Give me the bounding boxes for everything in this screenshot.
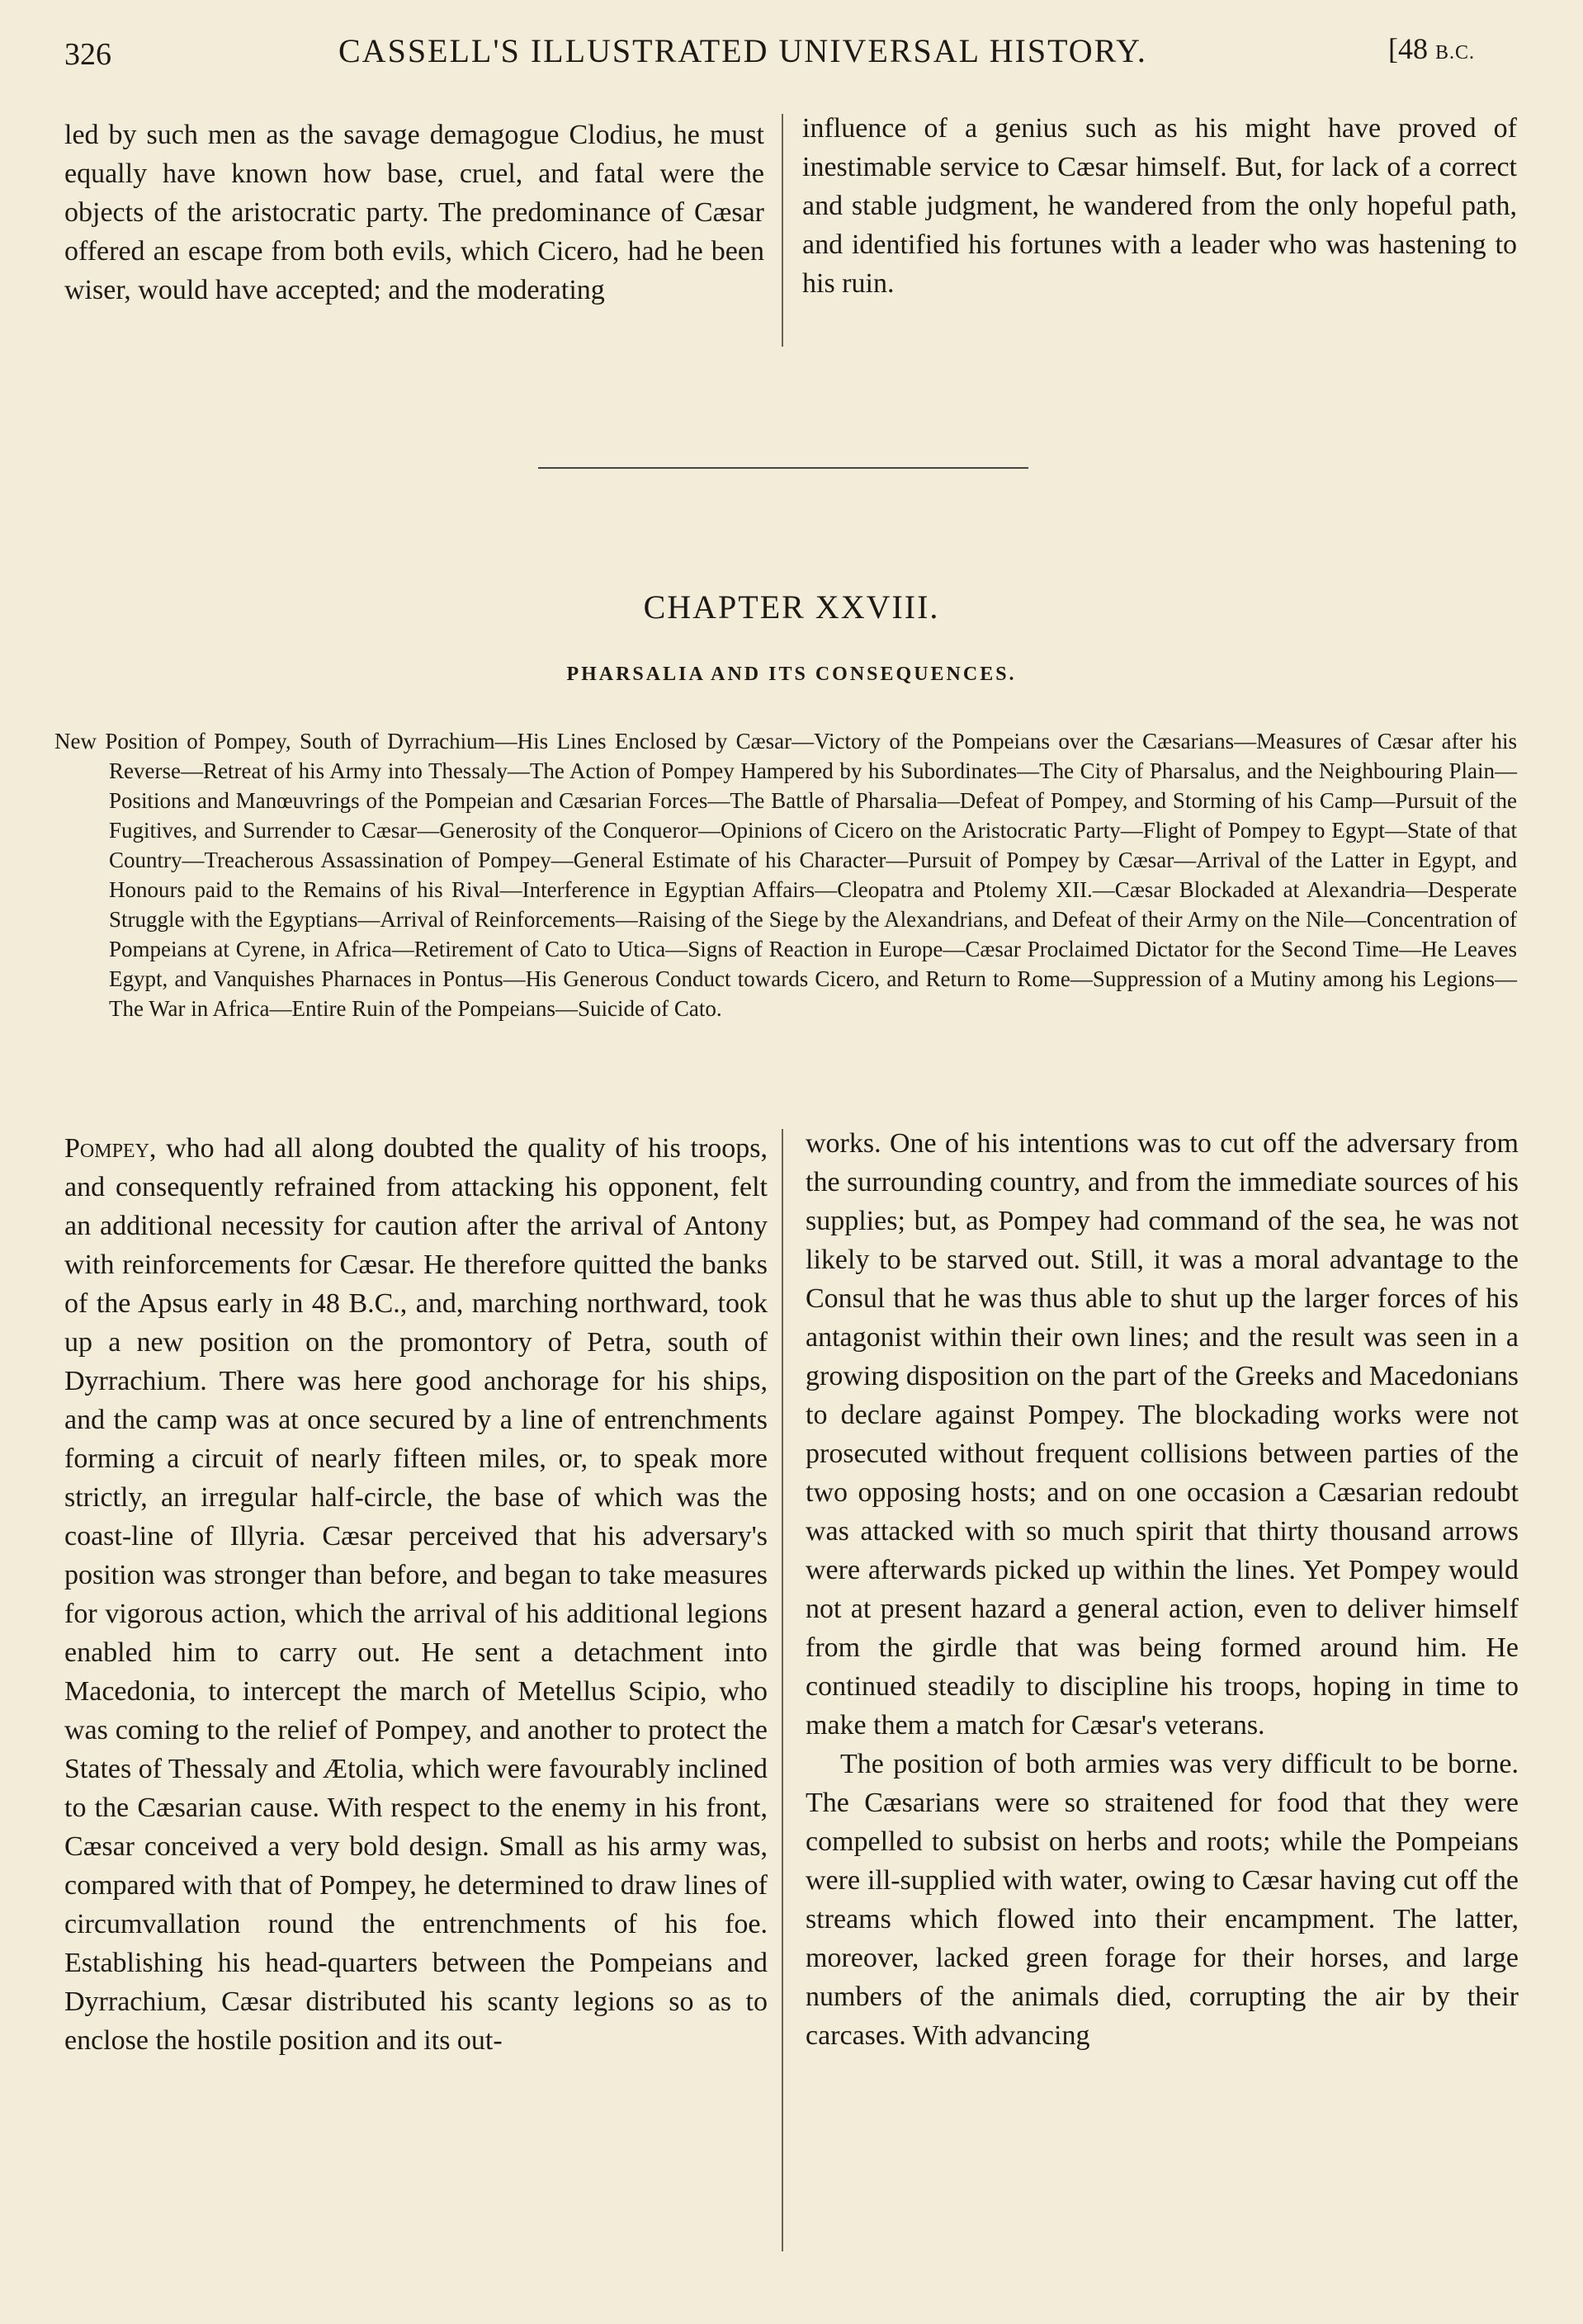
synopsis-text: New Position of Pompey, South of Dyrrachium—His Lines Enclosed by Cæsar—Victory of the Pompeians over the Cæsarians—Measures of Cæsar after his Reverse—Retreat of his Army into Thessaly—The Action of Pompey Hampered by his Subordinates—The City of Pharsalus, and the Neighbouring Plain—Positions and Manœuvrings of the Pompeian and Cæsarian Forces—The Battle of Pharsalia—Defeat of Pompey, and Storming of his Camp—Pursuit of the Fugitives, and Surrender to Cæsar—Generosity of the Conqueror—Opinions of Cicero on the Aristocratic Party—Flight of Pompey to Egypt—State of that Country—Treacherous Assassination of Pompey—General Estimate of his Character—Pursuit of Pompey by Cæsar—Arrival of the Latter in Egypt, and Honours paid to the Remains of his Rival—Interference in Egyptian Affairs—Cleopatra and Ptolemy XII.—Cæsar Blockaded at Alexandria—Desperate Struggle with the Egyptians—Arrival of Reinforcements—Raising of the Siege by the Alexandrians, and Defeat of their Army on the Nile—Concentration of Pompeians at Cyrene, in Africa—Retirement of Cato to Utica—Signs of Reaction in Europe—Cæsar Proclaimed Dictator for the Second Time—He Leaves Egypt, and Vanquishes Pharnaces in Pontus—His Generous Conduct towards Cicero, and Return to Rome—Suppression of a Mutiny among his Legions—The War in Africa—Entire Ruin of the Pompeians—Suicide of Cato. [54,729,1517,1021]
column-divider-bottom [782,1129,783,2251]
body-left-text: who had all along doubted the quality of his troops, and consequently refrained from attacking his opponent, felt an additional necessity for caution after the arrival of Antony with reinforcements for Cæsar. He therefore quitted the banks of the Apsus early in 48 B.C., and, marching northward, took up a new position on the promontory of Petra, south of Dyrrachium. There was here good anchorage for his ships, and the camp was at once secured by a line of entrenchments forming a circuit of nearly fifteen miles, or, to speak more strictly, an irregular half-circle, the base of which was the coast-line of Illyria. Cæsar perceived that his adversary's position was stronger than before, and began to take measures for vigorous action, which the arrival of his additional legions enabled him to carry out. He sent a detachment into Macedonia, to intercept the march of Metellus Scipio, who was coming to the relief of Pompey, and another to protect the States of Thessaly and Ætolia, which were favourably inclined to the Cæsarian cause. With respect to the enemy in his front, Cæsar conceived a very bold design. Small as his army was, compared with that of Pompey, he determined to draw lines of circumvallation round the entrenchments of his foe. Establishing his head-quarters between the Pompeians and Dyrrachium, Cæsar distributed his scanty legions so as to enclose the hostile position and its out- [64,1133,768,2056]
section-divider [538,467,1028,469]
page-number: 326 [64,37,111,72]
running-header [0,31,1583,81]
chapter-title: CHAPTER XXVIII. [643,588,940,626]
date-marker [1388,31,1475,66]
body-right-paragraph-2: The position of both armies was very difficult to be borne. The Cæsarians were so straitened for food that they were compelled to subsist on herbs and roots; while the Pompeians were ill-supplied with water, owing to Cæsar having cut off the streams which flowed into their encampment. The latter, moreover, lacked green forage for their horses, and large numbers of the animals died, corrupting the air by their carcases. With advancing [806,1749,1519,2051]
date-number: [48 [1388,32,1428,65]
body-right-column [806,1124,1519,2055]
chapter-subtitle: PHARSALIA AND ITS CONSEQUENCES. [566,664,1017,685]
chapter-synopsis [54,726,1517,1023]
date-era: B.C. [1435,42,1476,64]
body-left-column [64,1129,768,2060]
lead-word: Pompey, [64,1133,157,1164]
body-left-paragraph [64,1129,768,2060]
top-right-column: influence of a genius such as his might have proved of inestimable service to Cæsar himself. But, for lack of a correct and stable judgment, he wandered from the only hopeful path, and identified his fortunes with a leader who was hastening to his ruin. [802,113,1517,299]
top-left-column: led by such men as the savage demagogue Clodius, he must equally have known how base, cruel, and fatal were the objects of the aristocratic party. The predominance of Cæsar offered an escape from both evils, which Cicero, had he been wiser, would have accepted; and the moderating [64,120,764,305]
body-right-paragraph-1: works. One of his intentions was to cut off the adversary from the surrounding country, and from the immediate sources of his supplies; but, as Pompey had command of the sea, he was not likely to be starved out. Still, it was a moral advantage to the Consul that he was thus able to shut up the larger forces of his antagonist within their own lines; and the result was seen in a growing disposition on the part of the Greeks and Macedonians to declare against Pompey. The blockading works were not prosecuted without frequent collisions between parties of the two opposing hosts; and on one occasion a Cæsarian redoubt was attacked with so much spirit that thirty thousand arrows were afterwards picked up within the lines. Yet Pompey would not at present hazard a general action, even to deliver himself from the girdle that was being formed around him. He continued steadily to discipline his troops, hoping in time to make them a match for Cæsar's veterans. [806,1128,1519,1741]
column-divider-top [782,114,783,347]
running-title: CASSELL'S ILLUSTRATED UNIVERSAL HISTORY. [338,32,1147,69]
